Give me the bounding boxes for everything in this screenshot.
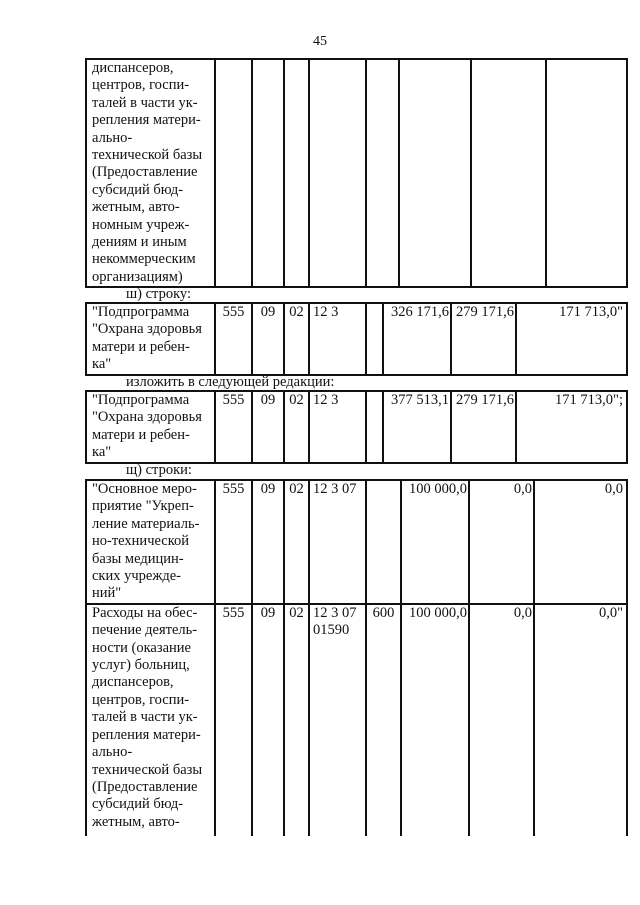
- label-new-edition: изложить в следующей редакции:: [126, 374, 335, 390]
- empty-cell: [284, 59, 309, 287]
- table-block-continuation: [85, 58, 628, 288]
- table-row: [86, 480, 627, 604]
- value-year-3: 171 713,0";: [516, 391, 627, 463]
- empty-cell: [471, 59, 546, 287]
- code-target: 12 3: [309, 391, 366, 463]
- row-description: диспансеров, центров, госпи- талей в части ук- репления матери- ально- технической базы (Предоставление субсидий бюд- жетным, авто- номным учреж- дениям и иным некоммерческим организациям): [86, 59, 215, 287]
- code-ministry: 555: [215, 604, 252, 836]
- value-year-2: 0,0: [469, 604, 534, 836]
- label-replace-row: ш) строку:: [126, 286, 191, 302]
- value-year-3: 0,0: [534, 480, 627, 604]
- table-block-new-edition: [85, 390, 628, 464]
- table-row: [86, 604, 627, 836]
- code-expense-type: [366, 391, 383, 463]
- code-section: 09: [252, 480, 284, 604]
- label-add-rows: щ) строки:: [126, 462, 192, 478]
- row-description: "Подпрограмма "Охрана здоровья матери и ребен- ка": [86, 391, 215, 463]
- code-target: 12 3 07: [309, 480, 366, 604]
- code-subsection: 02: [284, 480, 309, 604]
- empty-cell: [399, 59, 471, 287]
- page-number: 45: [313, 34, 327, 49]
- value-year-1: 100 000,0: [401, 604, 469, 836]
- empty-cell: [215, 59, 252, 287]
- code-ministry: 555: [215, 480, 252, 604]
- code-expense-type: [366, 480, 401, 604]
- code-target: 12 3 07 01590: [309, 604, 366, 836]
- code-expense-type: 600: [366, 604, 401, 836]
- code-subsection: 02: [284, 303, 309, 375]
- row-description: Расходы на обес- печение деятель- ности (оказание услуг) больниц, диспансеров, центров, госпи- талей в части ук- репления матери- ально- технической базы (Предоставление субсидий бюд- жетным, авто-: [86, 604, 215, 836]
- code-subsection: 02: [284, 391, 309, 463]
- value-year-1: 100 000,0: [401, 480, 469, 604]
- value-year-2: 0,0: [469, 480, 534, 604]
- value-year-2: 279 171,6: [451, 303, 516, 375]
- empty-cell: [366, 59, 399, 287]
- value-year-3: 171 713,0": [516, 303, 627, 375]
- code-expense-type: [366, 303, 383, 375]
- value-year-1: 377 513,1: [383, 391, 451, 463]
- code-ministry: 555: [215, 303, 252, 375]
- empty-cell: [546, 59, 627, 287]
- row-description: "Подпрограмма "Охрана здоровья матери и ребен- ка": [86, 303, 215, 375]
- empty-cell: [309, 59, 366, 287]
- row-description: "Основное меро- приятие "Укреп- ление материаль- но-технической базы медицин- ских учрежде- ний": [86, 480, 215, 604]
- empty-cell: [252, 59, 284, 287]
- code-section: 09: [252, 604, 284, 836]
- value-year-3: 0,0": [534, 604, 627, 836]
- table-block-original: [85, 302, 628, 376]
- code-section: 09: [252, 391, 284, 463]
- code-subsection: 02: [284, 604, 309, 836]
- code-target: 12 3: [309, 303, 366, 375]
- value-year-1: 326 171,6: [383, 303, 451, 375]
- code-section: 09: [252, 303, 284, 375]
- value-year-2: 279 171,6: [451, 391, 516, 463]
- table-block-added-rows: [85, 479, 628, 836]
- code-ministry: 555: [215, 391, 252, 463]
